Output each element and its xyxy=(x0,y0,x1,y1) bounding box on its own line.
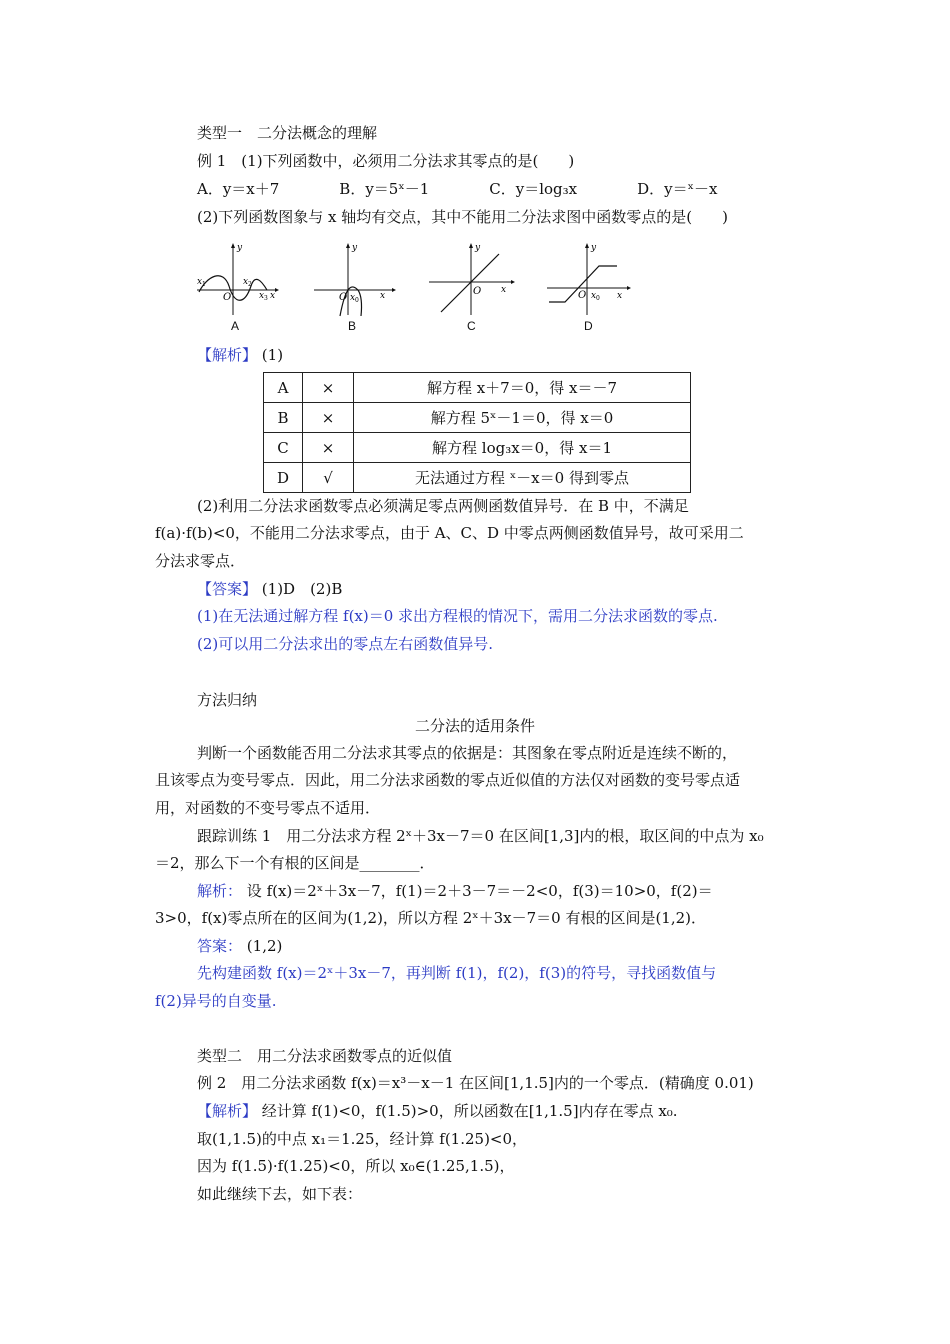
svg-text:2: 2 xyxy=(248,281,252,288)
example1-question2: (2)下列函数图象与 x 轴均有交点，其中不能用二分法求图中函数零点的是( ) xyxy=(197,208,728,226)
answer-line xyxy=(197,579,342,599)
example2-solution1 xyxy=(197,1101,678,1121)
follow1-tip1: 先构建函数 f(x)＝2ˣ＋3x－7，再判断 f(1)，f(2)，f(3)的符号，寻找函数值与 xyxy=(197,964,717,982)
svg-text:x: x xyxy=(197,277,203,287)
svg-text:x: x xyxy=(501,285,507,295)
follow1-solution-tag: 解析： xyxy=(197,882,243,900)
svg-text:y: y xyxy=(591,243,597,253)
svg-text:O: O xyxy=(578,290,587,301)
table-row xyxy=(264,403,691,433)
table-cell-reason: 解方程 5ˣ－1＝0，得 x＝0 xyxy=(354,403,691,433)
example1-question1: 例 1 (1)下列函数中，必须用二分法求其零点的是( ) xyxy=(197,152,575,170)
method-p3: 用，对函数的不变号零点不适用． xyxy=(155,799,381,817)
graph-b-figure xyxy=(312,240,397,318)
table-row xyxy=(264,463,691,493)
svg-text:x: x xyxy=(380,291,386,301)
example2-line2: 取(1,1.5)的中点 x₁＝1.25，经计算 f(1.25)<0， xyxy=(197,1130,528,1148)
table-cell-option: D xyxy=(264,463,303,493)
solution-tag: 【解析】 xyxy=(197,346,258,364)
table-cell-option: B xyxy=(264,403,303,433)
graph-b-label: B xyxy=(348,319,357,333)
method-p2: 且该零点为变号零点．因此，用二分法求函数的零点近似值的方法仅对函数的变号零点适 xyxy=(155,771,741,789)
solution-part1: (1) xyxy=(261,346,284,364)
svg-text:x: x xyxy=(350,293,356,303)
svg-text:y: y xyxy=(352,243,358,253)
solution-line xyxy=(197,345,283,365)
follow1-solution2: 3>0，f(x)零点所在的区间为(1,2)，所以方程 2ˣ＋3x－7＝0 有根的区间是(1,2)． xyxy=(155,909,707,927)
solution-table xyxy=(263,372,691,493)
solution2-line2: f(a)·f(b)<0，不能用二分法求零点，由于 A、C、D 中零点两侧函数值异号，故可采用二 xyxy=(155,524,744,542)
example2-line3: 因为 f(1.5)·f(1.25)<0，所以 x₀∈(1.25,1.5)， xyxy=(197,1157,515,1175)
graph-d-figure xyxy=(545,240,635,318)
table-row xyxy=(264,433,691,463)
method-title: 二分法的适用条件 xyxy=(414,717,535,735)
example2-question: 例 2 用二分法求函数 f(x)＝x³－x－1 在区间[1,1.5]内的一个零点．(精确度 0.01) xyxy=(197,1074,754,1092)
graph-a-label: A xyxy=(231,319,240,333)
svg-text:x: x xyxy=(617,291,623,301)
note1: (1)在无法通过解方程 f(x)＝0 求出方程根的情况下，需用二分法求函数的零点. xyxy=(197,607,718,625)
table-cell-mark: × xyxy=(303,433,354,463)
svg-text:x: x xyxy=(270,291,276,301)
svg-text:O: O xyxy=(223,292,232,303)
method-heading: 方法归纳 xyxy=(197,691,258,709)
svg-text:1: 1 xyxy=(202,281,206,288)
table-cell-option: A xyxy=(264,373,303,403)
svg-text:x: x xyxy=(591,291,597,301)
table-cell-reason: 无法通过方程 ˣ－x＝0 得到零点 xyxy=(354,463,691,493)
table-row xyxy=(264,373,691,403)
example2-solution-tag: 【解析】 xyxy=(197,1102,258,1120)
graph-c-label: C xyxy=(467,319,476,333)
table-cell-mark: √ xyxy=(303,463,354,493)
example2-solution-text: 经计算 f(1)<0，f(1.5)>0，所以函数在[1,1.5]内存在零点 x₀. xyxy=(261,1102,678,1120)
answer-tag: 【答案】 xyxy=(197,580,258,598)
follow1-answer xyxy=(197,936,282,956)
note2: (2)可以用二分法求出的零点左右函数值异号. xyxy=(197,635,494,653)
svg-text:y: y xyxy=(475,243,481,253)
graph-c-figure xyxy=(427,240,517,318)
follow1-question2: ＝2，那么下一个有根的区间是________． xyxy=(155,854,435,872)
svg-text:O: O xyxy=(473,286,482,297)
follow1-solution-text: 设 f(x)＝2ˣ＋3x－7，f(1)＝2＋3－7＝－2<0，f(3)＝10>0，f(2)＝ xyxy=(246,882,713,900)
graph-d-label: D xyxy=(584,319,593,333)
graph-c-line xyxy=(441,254,499,312)
table-cell-reason: 解方程 log₃x＝0，得 x＝1 xyxy=(354,433,691,463)
type2-heading: 类型二 用二分法求函数零点的近似值 xyxy=(197,1047,453,1065)
solution2-line3: 分法求零点． xyxy=(155,552,246,570)
solution2-line1: (2)利用二分法求函数零点必须满足零点两侧函数值异号．在 B 中，不满足 xyxy=(197,497,689,515)
svg-text:O: O xyxy=(339,292,348,303)
table-cell-mark: × xyxy=(303,403,354,433)
example2-line4: 如此继续下去，如下表： xyxy=(197,1185,363,1203)
follow1-solution1 xyxy=(197,881,713,901)
table-cell-option: C xyxy=(264,433,303,463)
example1-options: A．y＝x＋7 B．y＝5ˣ－1 C．y＝log₃x D．y＝ˣ－x xyxy=(197,180,718,198)
method-p1: 判断一个函数能否用二分法求其零点的依据是：其图象在零点附近是连续不断的， xyxy=(197,744,738,762)
svg-text:y: y xyxy=(237,243,243,253)
svg-text:3: 3 xyxy=(264,295,268,302)
follow1-answer-tag: 答案： xyxy=(197,937,243,955)
type1-heading: 类型一 二分法概念的理解 xyxy=(197,124,378,142)
svg-text:0: 0 xyxy=(355,297,359,304)
answer-text: (1)D (2)B xyxy=(261,580,343,598)
svg-text:x: x xyxy=(243,277,249,287)
table-cell-mark: × xyxy=(303,373,354,403)
graph-a-figure xyxy=(195,240,280,318)
svg-text:x: x xyxy=(259,291,265,301)
table-cell-reason: 解方程 x＋7＝0，得 x＝－7 xyxy=(354,373,691,403)
follow1-question1: 跟踪训练 1 用二分法求方程 2ˣ＋3x－7＝0 在区间[1,3]内的根，取区间的中点为 x₀ xyxy=(197,827,764,845)
svg-text:0: 0 xyxy=(596,295,600,302)
follow1-tip2: f(2)异号的自变量. xyxy=(155,992,277,1010)
follow1-answer-text: (1,2) xyxy=(246,937,283,955)
